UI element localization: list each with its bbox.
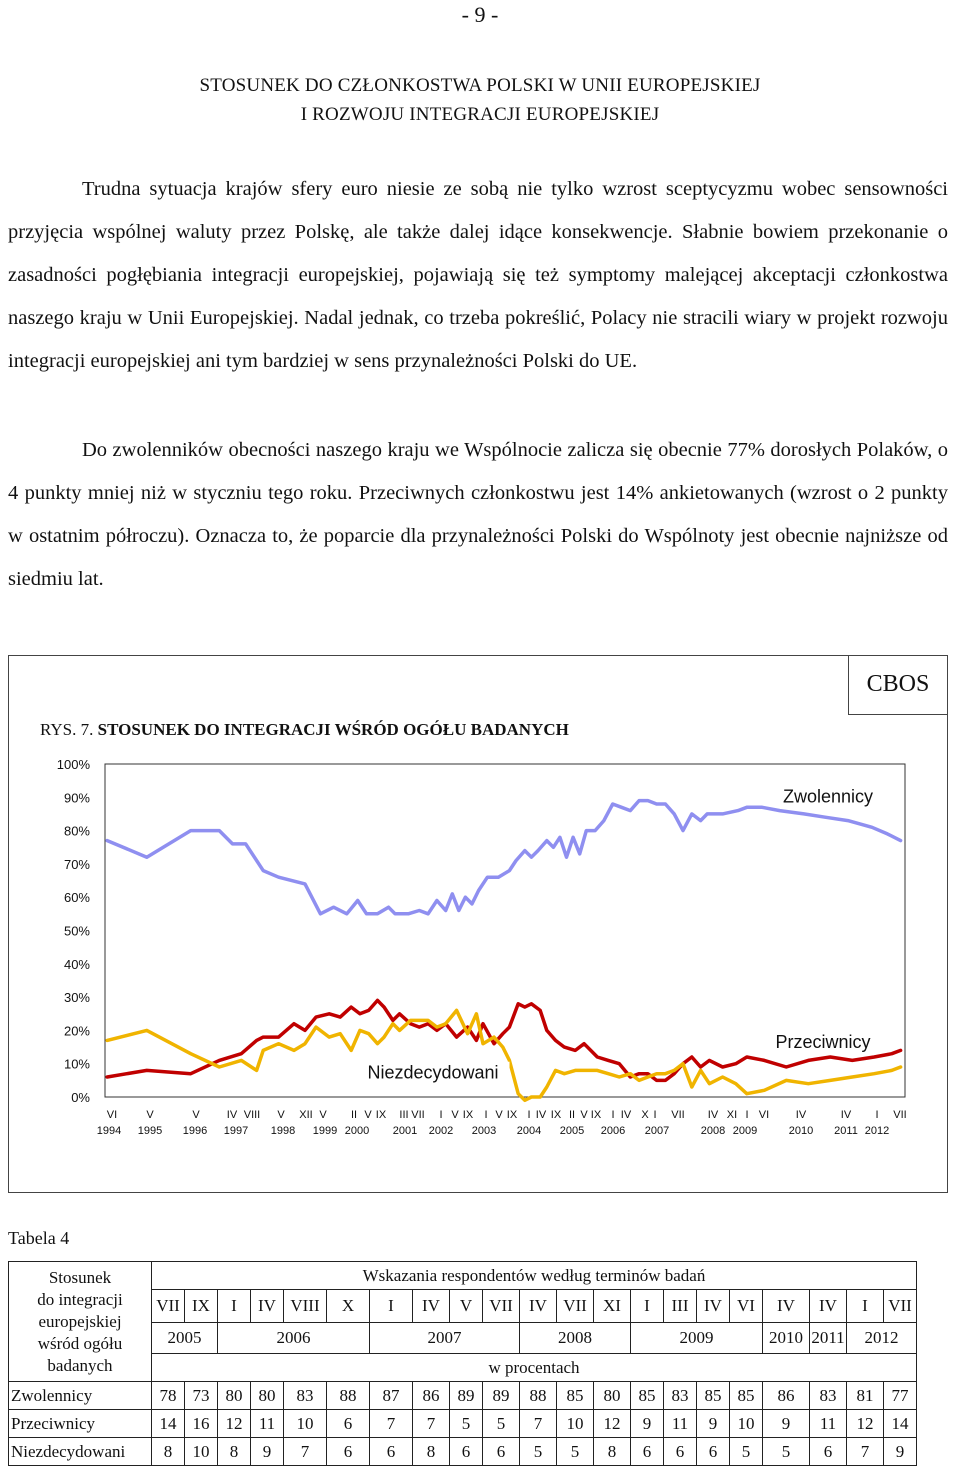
x-month-label: IV (840, 1109, 852, 1121)
group-header: Wskazania respondentów według terminów badań (152, 1262, 917, 1290)
table-cell: 5 (763, 1438, 810, 1466)
x-year-label: 2005 (559, 1125, 585, 1137)
x-month-label: IX (462, 1109, 474, 1121)
table-cell: 88 (327, 1382, 370, 1410)
year-header: 2010 (763, 1323, 810, 1354)
month-header: IV (251, 1290, 284, 1323)
x-month-label: V (364, 1109, 372, 1121)
x-month-label: V (495, 1109, 503, 1121)
y-tick-label: 20% (63, 1023, 90, 1039)
cbos-badge: CBOS (848, 655, 948, 715)
month-header: I (370, 1290, 413, 1323)
table-cell: 12 (594, 1410, 631, 1438)
table-cell: 9 (631, 1410, 664, 1438)
y-tick-label: 50% (63, 923, 90, 939)
x-month-label: V (192, 1109, 200, 1121)
month-header: VI (730, 1290, 763, 1323)
row-header-line: wśród ogółu (37, 1333, 123, 1353)
x-month-label: VIII (243, 1109, 261, 1121)
table-cell: 78 (152, 1382, 185, 1410)
table-cell: 6 (370, 1438, 413, 1466)
x-month-label: V (451, 1109, 459, 1121)
unit-row: w procentach (152, 1354, 917, 1382)
year-header: 2008 (520, 1323, 631, 1354)
paragraph-2 (8, 429, 948, 601)
table-cell: 7 (284, 1438, 327, 1466)
row-header-line: Stosunek (48, 1267, 112, 1287)
x-month-label: IX (590, 1109, 602, 1121)
table-cell: 5 (730, 1438, 763, 1466)
x-year-label: 2007 (644, 1125, 670, 1137)
table-cell: 85 (557, 1382, 594, 1410)
x-year-label: 2010 (788, 1125, 814, 1137)
x-year-label: 2002 (428, 1125, 454, 1137)
month-header: VII (152, 1290, 185, 1323)
section-heading-line-2: I ROZWOJU INTEGRACJI EUROPEJSKIEJ (300, 104, 660, 125)
table-cell: 83 (284, 1382, 327, 1410)
series-label: Zwolennicy (782, 786, 874, 807)
x-month-label: I (439, 1109, 443, 1121)
x-month-label: I (527, 1109, 531, 1121)
x-month-label: V (580, 1109, 588, 1121)
row-label: Niezdecydowani (9, 1438, 152, 1466)
table-cell: 86 (413, 1382, 450, 1410)
month-header: IV (413, 1290, 450, 1323)
table-cell: 14 (884, 1410, 917, 1438)
table-corner-header (9, 1262, 152, 1382)
year-header: 2006 (218, 1323, 370, 1354)
x-month-label: IV (535, 1109, 547, 1121)
table-cell: 6 (327, 1438, 370, 1466)
table-cell: 81 (847, 1382, 884, 1410)
x-year-label: 1999 (312, 1125, 338, 1137)
table-cell: 11 (664, 1410, 697, 1438)
month-header: V (450, 1290, 483, 1323)
series-label: Przeciwnicy (775, 1032, 871, 1053)
x-month-label: XII (299, 1109, 313, 1121)
row-label: Zwolennicy (9, 1382, 152, 1410)
x-year-label: 2011 (834, 1125, 858, 1137)
x-month-label: V (146, 1109, 154, 1121)
row-header-line: do integracji (37, 1289, 123, 1309)
table-cell: 80 (251, 1382, 284, 1410)
x-year-label: 2009 (732, 1125, 758, 1137)
x-month-label: I (875, 1109, 879, 1121)
table-cell: 83 (664, 1382, 697, 1410)
table-cell: 7 (847, 1438, 884, 1466)
paragraph-1-text: Trudna sytuacja krajów sfery euro niesie ze sobą nie tylko wzrost sceptycyzmu wobec sensowności przyjęcia wspólnej waluty przez Polskę, ale także dalej idące konsekwencje. Słabnie bowiem przekonanie o zasadności pogłębiania integracji europejskiej, pojawiają się też symptomy malejącej akceptacji członkostwa naszego kraju w Unii Europejskiej. Nadal jednak, co trzeba pokreślić, Polacy nie stracili wiary w projekt rozwoju integracji europejskiej ani tym bardziej w sens przynależności Polski do UE. (8, 178, 948, 372)
x-year-label: 2003 (471, 1125, 497, 1137)
table-cell: 6 (664, 1438, 697, 1466)
row-header-line: europejskiej (38, 1311, 122, 1331)
table-caption: Tabela 4 (8, 1228, 70, 1248)
table-cell: 88 (520, 1382, 557, 1410)
x-year-label: 2001 (392, 1125, 418, 1137)
x-month-label: VI (106, 1109, 118, 1121)
table-cell: 9 (697, 1410, 730, 1438)
figure-number: RYS. 7. (40, 720, 94, 739)
x-month-label: IV (620, 1109, 632, 1121)
y-tick-label: 0% (71, 1090, 90, 1105)
month-header: III (664, 1290, 697, 1323)
month-header: XI (594, 1290, 631, 1323)
month-header: VIII (284, 1290, 327, 1323)
x-month-label: IX (375, 1109, 387, 1121)
table-cell: 6 (810, 1438, 847, 1466)
x-month-label: V (319, 1109, 327, 1121)
table-cell: 9 (884, 1438, 917, 1466)
paragraph-1 (8, 168, 948, 383)
month-header: IV (520, 1290, 557, 1323)
table-cell: 85 (697, 1382, 730, 1410)
x-month-label: II (350, 1109, 358, 1121)
table-cell: 8 (413, 1438, 450, 1466)
table-cell: 6 (697, 1438, 730, 1466)
table-cell: 89 (483, 1382, 520, 1410)
x-month-label: IV (226, 1109, 238, 1121)
x-month-label: VI (758, 1109, 770, 1121)
x-month-label: IV (707, 1109, 719, 1121)
table-cell: 77 (884, 1382, 917, 1410)
table-cell: 7 (413, 1410, 450, 1438)
year-header: 2012 (847, 1323, 917, 1354)
table-cell: 80 (218, 1382, 251, 1410)
x-year-label: 1997 (223, 1125, 249, 1137)
table-cell: 5 (520, 1438, 557, 1466)
x-year-label: 2006 (600, 1125, 626, 1137)
table-cell: 6 (631, 1438, 664, 1466)
month-header: IV (810, 1290, 847, 1323)
x-month-label: III (399, 1109, 409, 1121)
x-month-label: VII (671, 1109, 685, 1121)
table-cell: 11 (810, 1410, 847, 1438)
month-header: IV (763, 1290, 810, 1323)
table-cell: 85 (631, 1382, 664, 1410)
x-year-label: 1994 (96, 1125, 122, 1137)
x-month-label: I (653, 1109, 657, 1121)
month-header: IV (697, 1290, 730, 1323)
table-cell: 14 (152, 1410, 185, 1438)
table-cell: 12 (218, 1410, 251, 1438)
table-cell: 80 (594, 1382, 631, 1410)
month-header: I (631, 1290, 664, 1323)
paragraph-2-text: Do zwolenników obecności naszego kraju we Wspólnocie zalicza się obecnie 77% dorosłych Polaków, o 4 punkty mniej niż w styczniu tego roku. Przeciwnych członkostwu jest 14% ankietowanych (wzrost o 2 punkty w ostatnim półroczu). Oznacza to, że poparcie dla przynależności Polski do Wspólnoty jest obecnie najniższe od siedmiu lat. (8, 439, 948, 590)
month-header: I (218, 1290, 251, 1323)
x-month-label: IV (795, 1109, 807, 1121)
y-tick-label: 70% (63, 856, 90, 872)
x-month-label: VII (411, 1109, 425, 1121)
table-cell: 5 (557, 1438, 594, 1466)
table-cell: 10 (557, 1410, 594, 1438)
x-month-label: I (745, 1109, 749, 1121)
figure-title (40, 720, 569, 740)
y-tick-label: 40% (63, 956, 90, 972)
table-cell: 8 (594, 1438, 631, 1466)
table-cell: 85 (730, 1382, 763, 1410)
x-month-label: IX (550, 1109, 562, 1121)
y-tick-label: 10% (63, 1056, 90, 1072)
x-year-label: 1995 (137, 1125, 163, 1137)
y-tick-label: 100% (56, 757, 90, 772)
y-tick-label: 30% (63, 990, 90, 1006)
year-header: 2007 (370, 1323, 520, 1354)
x-year-label: 2008 (700, 1125, 726, 1137)
x-month-label: X (641, 1109, 649, 1121)
x-month-label: II (568, 1109, 576, 1121)
y-tick-label: 60% (63, 890, 90, 906)
row-header-line: badanych (47, 1355, 113, 1375)
table-cell: 83 (810, 1382, 847, 1410)
line-chart (0, 740, 960, 1140)
section-heading-line-1: STOSUNEK DO CZŁONKOSTWA POLSKI W UNII EUROPEJSKIEJ (199, 75, 761, 96)
x-month-label: V (277, 1109, 285, 1121)
month-header: IX (185, 1290, 218, 1323)
x-year-label: 1996 (182, 1125, 208, 1137)
table-cell: 73 (185, 1382, 218, 1410)
table-cell: 5 (483, 1410, 520, 1438)
table-cell: 87 (370, 1382, 413, 1410)
table-cell: 6 (483, 1438, 520, 1466)
table-cell: 7 (520, 1410, 557, 1438)
month-header: VII (884, 1290, 917, 1323)
series-line-zwolennicy (107, 801, 900, 914)
page-number: - 9 - (461, 2, 499, 27)
x-year-label: 2004 (516, 1125, 542, 1137)
month-header: VII (557, 1290, 594, 1323)
table-cell: 10 (185, 1438, 218, 1466)
table-cell: 7 (370, 1410, 413, 1438)
x-year-label: 1998 (270, 1125, 296, 1137)
table-cell: 8 (218, 1438, 251, 1466)
table-cell: 86 (763, 1382, 810, 1410)
year-header: 2005 (152, 1323, 218, 1354)
y-tick-label: 80% (63, 823, 90, 839)
table-cell: 6 (327, 1410, 370, 1438)
year-header: 2009 (631, 1323, 763, 1354)
x-month-label: IX (506, 1109, 518, 1121)
table-cell: 8 (152, 1438, 185, 1466)
figure-title-text: STOSUNEK DO INTEGRACJI WŚRÓD OGÓŁU BADANYCH (97, 720, 569, 739)
x-month-label: VII (893, 1109, 907, 1121)
table-cell: 10 (730, 1410, 763, 1438)
x-month-label: XI (726, 1109, 738, 1121)
y-tick-label: 90% (63, 790, 90, 806)
row-label: Przeciwnicy (9, 1410, 152, 1438)
x-month-label: I (611, 1109, 615, 1121)
month-header: I (847, 1290, 884, 1323)
chart-series (107, 801, 900, 1101)
series-line-niezdecydowani (107, 1010, 900, 1100)
results-table (8, 1261, 917, 1466)
table-cell: 89 (450, 1382, 483, 1410)
table-cell: 12 (847, 1410, 884, 1438)
year-header: 2011 (810, 1323, 847, 1354)
table-cell: 16 (185, 1410, 218, 1438)
series-label: Niezdecydowani (367, 1062, 499, 1083)
x-month-label: I (484, 1109, 488, 1121)
table-cell: 5 (450, 1410, 483, 1438)
table-cell: 6 (450, 1438, 483, 1466)
table-cell: 11 (251, 1410, 284, 1438)
table-cell: 9 (763, 1410, 810, 1438)
month-header: VII (483, 1290, 520, 1323)
table-cell: 9 (251, 1438, 284, 1466)
month-header: X (327, 1290, 370, 1323)
chart-labels (357, 785, 884, 1083)
table-cell: 10 (284, 1410, 327, 1438)
x-year-label: 2000 (344, 1125, 370, 1137)
x-year-label: 2012 (864, 1125, 890, 1137)
